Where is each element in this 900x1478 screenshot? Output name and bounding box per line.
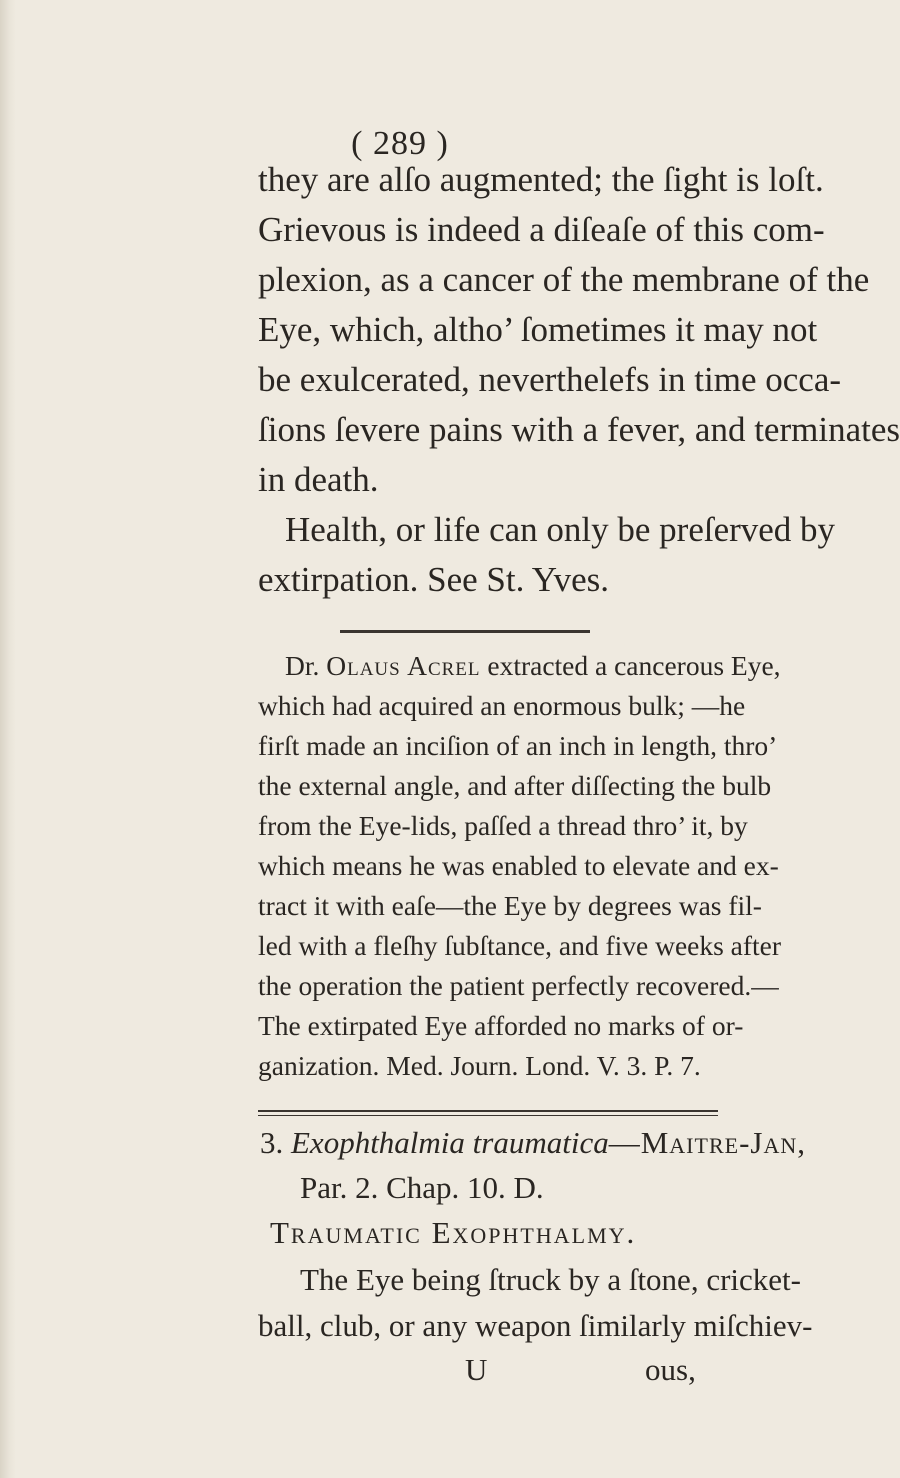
- author-name: Olaus Acrel: [326, 650, 481, 681]
- text-line: Grievous is indeed a diſeaſe of this com-: [258, 210, 825, 249]
- page-number: ( 289 ): [351, 125, 449, 162]
- text-line: they are alſo augmented; the ſight is loſt.: [258, 160, 824, 199]
- section-divider: [258, 1110, 718, 1116]
- text-line: be exulcerated, neverthelefs in time occa-: [258, 360, 842, 399]
- text-line: Eye, which, altho’ ſometimes it may not: [258, 310, 818, 349]
- section-number: 3.: [260, 1125, 284, 1160]
- text-line: extirpation. See St. Yves.: [258, 560, 609, 599]
- text-prefix: Dr.: [285, 650, 327, 681]
- text-line: [285, 650, 781, 682]
- text-line: tract it with eaſe—the Eye by degrees was fil-: [258, 890, 762, 921]
- text-line: ſions ſevere pains with a fever, and terminates: [258, 410, 900, 449]
- text-line: The extirpated Eye afforded no marks of or-: [258, 1010, 744, 1041]
- text-line: plexion, as a cancer of the membrane of the: [258, 260, 870, 299]
- text-line: ball, club, or any weapon ſimilarly miſchiev-: [258, 1308, 813, 1343]
- catchword: ous,: [645, 1352, 696, 1387]
- text-line: led with a fleſhy ſubſtance, and five weeks after: [258, 930, 782, 961]
- text-line: Health, or life can only be preſerved by: [285, 510, 836, 549]
- latin-title: Exophthalmia traumatica: [291, 1125, 609, 1160]
- section-heading: [260, 1125, 806, 1161]
- section-reference: Par. 2. Chap. 10. D.: [300, 1170, 544, 1205]
- text-line: which had acquired an enormous bulk; —he: [258, 690, 746, 721]
- text-line: in death.: [258, 460, 379, 499]
- text-line: The Eye being ſtruck by a ſtone, cricket-: [300, 1262, 801, 1297]
- text-line: the operation the patient perfectly recovered.—: [258, 970, 779, 1001]
- english-title: Traumatic Exophthalmy.: [270, 1215, 637, 1250]
- text-line: which means he was enabled to elevate and ex-: [258, 850, 779, 881]
- signature-mark: U: [465, 1352, 488, 1387]
- section-divider: [340, 630, 590, 633]
- text-line: firſt made an inciſion of an inch in length, thro’: [258, 730, 778, 761]
- text-line: from the Eye-lids, paſſed a thread thro’ it, by: [258, 810, 748, 841]
- text-suffix: extracted a cancerous Eye,: [480, 650, 781, 681]
- source-author: —Maitre-Jan,: [608, 1125, 806, 1160]
- text-line: the external angle, and after diſſecting the bulb: [258, 770, 772, 801]
- text-line: ganization. Med. Journ. Lond. V. 3. P. 7.: [258, 1050, 701, 1081]
